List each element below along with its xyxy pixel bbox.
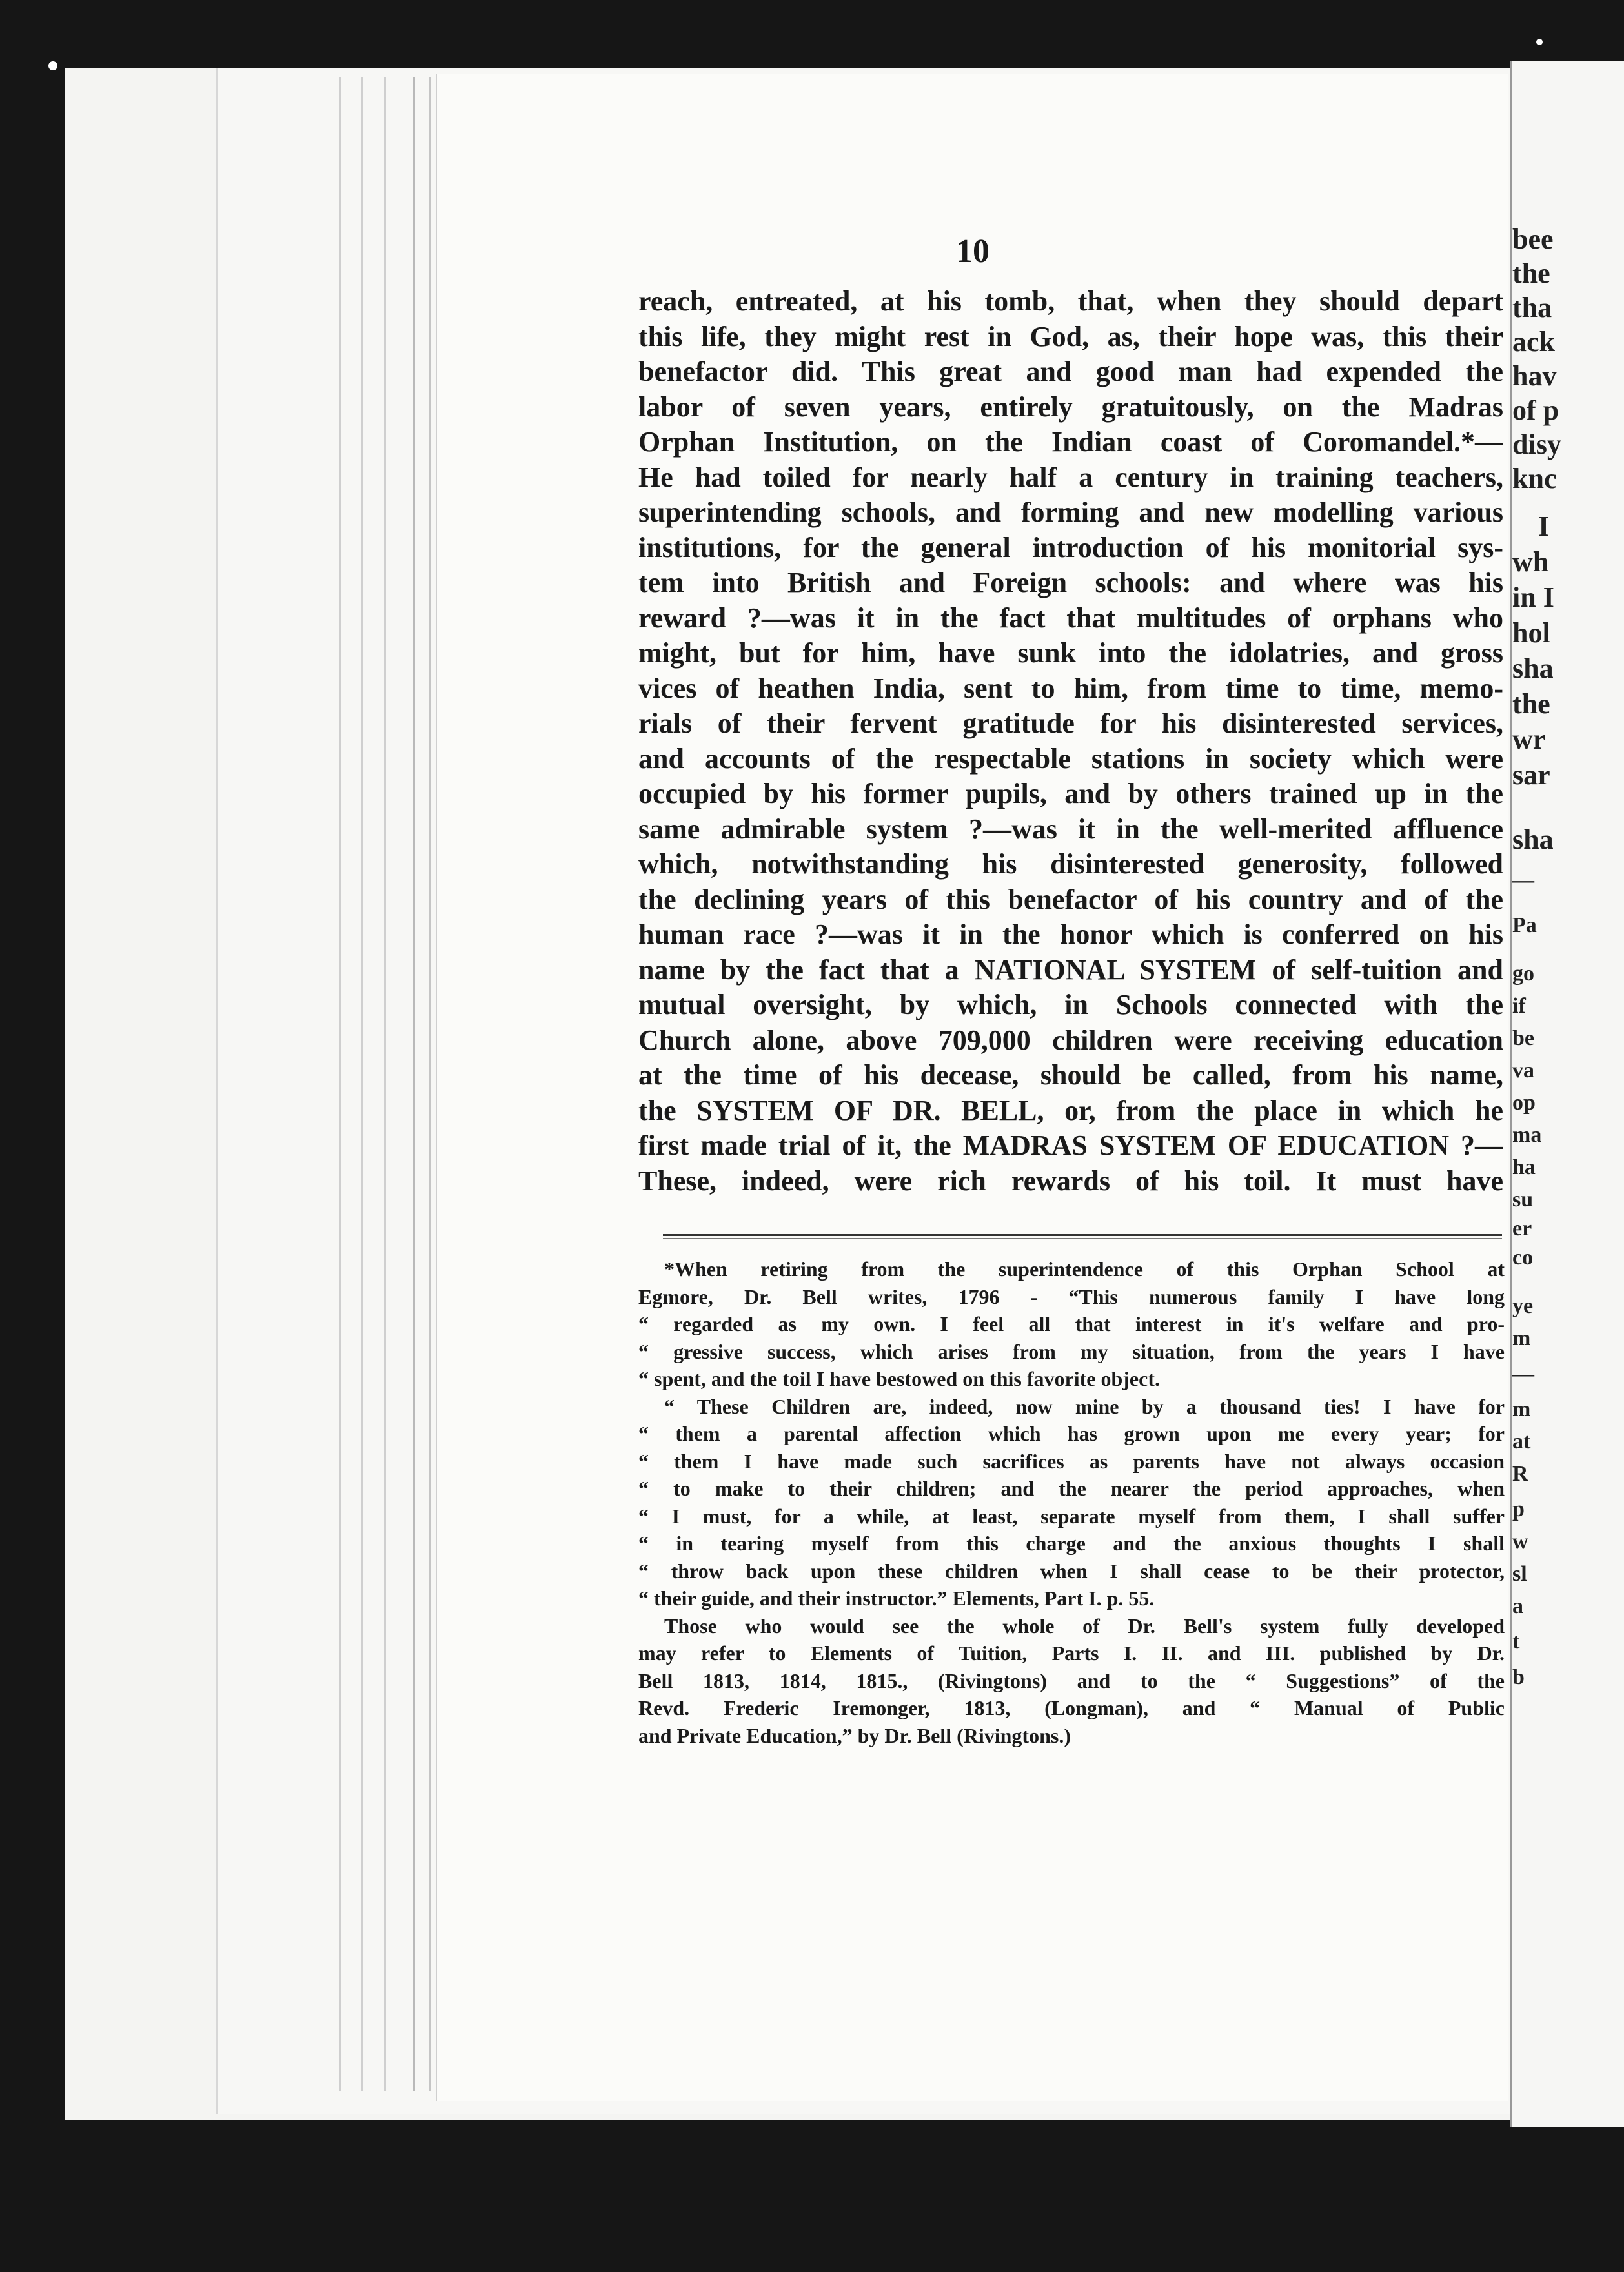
footnote-line: “ spent, and the toil I have bestowed on this favorite object. — [638, 1367, 1160, 1390]
footnote-line: “ gressive success, which arises from my situation, from the years I have — [638, 1339, 1505, 1363]
facing-text-fragment: of p — [1512, 394, 1559, 426]
footnote-line: “ their guide, and their instructor.” Elements, Part I. p. 55. — [638, 1587, 1155, 1610]
facing-text-fragment: knc — [1512, 463, 1557, 494]
facing-text-fragment: sar — [1512, 759, 1550, 791]
footnote — [638, 1255, 1505, 1749]
text-line: rials of their fervent gratitude for his disinterested services, — [638, 707, 1503, 739]
text-line: labor of seven years, entirely gratuitously, on the Madras — [638, 391, 1503, 423]
facing-text-fragment: sha — [1512, 824, 1554, 855]
facing-text-fragment: disy — [1512, 429, 1561, 460]
text-line: Orphan Institution, on the Indian coast of Coromandel.*— — [638, 426, 1503, 458]
text-line: Church alone, above 709,000 children were receiving education — [638, 1024, 1503, 1056]
facing-text-fragment: Pa — [1512, 913, 1537, 937]
facing-text-fragment: sha — [1512, 653, 1554, 684]
facing-text-fragment: hol — [1512, 617, 1550, 649]
text-line: mutual oversight, by which, in Schools connected with the — [638, 989, 1503, 1020]
facing-text-fragment: ha — [1512, 1155, 1536, 1179]
footnote-line: “ regarded as my own. I feel all that interest in it's welfare and pro- — [638, 1312, 1505, 1335]
text-line: same admirable system ?—was it in the well-merited affluence — [638, 813, 1503, 845]
dust-speck — [48, 61, 57, 70]
footnote-line: “ to make to their children; and the nearer the period approaches, when — [638, 1477, 1505, 1500]
facing-text-fragment: hav — [1512, 360, 1557, 392]
facing-text-fragment: m — [1512, 1397, 1531, 1421]
footnote-line: Bell 1813, 1814, 1815., (Rivingtons) and to the “ Suggestions” of the — [638, 1669, 1505, 1692]
text-line: occupied by his former pupils, and by others trained up in the — [638, 778, 1503, 809]
text-line: tem into British and Foreign schools: and where was his — [638, 567, 1503, 598]
book-page — [436, 74, 1508, 2101]
body-text — [638, 284, 1503, 1199]
text-line: at the time of his decease, should be called, from his name, — [638, 1059, 1503, 1091]
footnote-line: Egmore, Dr. Bell writes, 1796 - “This numerous family I have long — [638, 1284, 1505, 1308]
facing-text-fragment: b — [1512, 1665, 1525, 1689]
text-line: this life, they might rest in God, as, their hope was, this their — [638, 320, 1503, 352]
text-line: reach, entreated, at his tomb, that, when they should depart — [638, 285, 1503, 317]
footnote-line: may refer to Elements of Tuition, Parts I. II. and III. published by Dr. — [638, 1641, 1505, 1665]
footnote-line: Revd. Frederic Iremonger, 1813, (Longman), and “ Manual of Public — [638, 1696, 1505, 1719]
facing-text-fragment: t — [1512, 1630, 1520, 1654]
dust-speck — [1536, 39, 1543, 45]
facing-text-fragment: er — [1512, 1217, 1532, 1241]
text-line: institutions, for the general introduction of his monitorial sys- — [638, 531, 1503, 563]
facing-text-fragment: sl — [1512, 1562, 1527, 1586]
text-line: the SYSTEM OF DR. BELL, or, from the place in which he — [638, 1094, 1503, 1126]
footnote-line: *When retiring from the superintendence of this Orphan School at — [664, 1257, 1505, 1281]
facing-text-fragment: co — [1512, 1246, 1534, 1270]
footnote-rule — [663, 1234, 1502, 1236]
page-edge — [339, 77, 341, 2091]
page-edge — [413, 77, 415, 2091]
text-line: the declining years of this benefactor of his country and of the — [638, 883, 1503, 915]
facing-text-fragment: go — [1512, 962, 1534, 986]
text-line: which, notwithstanding his disinterested generosity, followed — [638, 848, 1503, 880]
facing-text-fragment: ma — [1512, 1123, 1542, 1147]
text-line: might, but for him, have sunk into the idolatries, and gross — [638, 637, 1503, 669]
facing-text-fragment: ye — [1512, 1294, 1534, 1318]
facing-text-fragment: in I — [1512, 582, 1554, 613]
facing-text-fragment: bee — [1512, 223, 1554, 255]
facing-text-fragment: the — [1512, 688, 1550, 720]
text-line: vices of heathen India, sent to him, from time to time, memo- — [638, 672, 1503, 704]
facing-text-fragment: va — [1512, 1059, 1534, 1082]
footnote-line: “ them a parental affection which has grown upon me every year; for — [638, 1422, 1505, 1445]
footnote-rule — [663, 1238, 1502, 1239]
footnote-line: “ them I have made such sacrifices as parents have not always occasion — [638, 1449, 1505, 1473]
facing-text-fragment: — — [1512, 868, 1534, 892]
facing-text-fragment: at — [1512, 1430, 1531, 1454]
facing-text-fragment: if — [1512, 994, 1526, 1018]
text-line: These, indeed, were rich rewards of his toil. It must have — [638, 1164, 1503, 1197]
facing-text-fragment: p — [1512, 1497, 1525, 1521]
facing-text-fragment: I — [1538, 511, 1550, 542]
text-line: human race ?—was it in the honor which is conferred on his — [638, 918, 1503, 950]
page-edge — [384, 77, 386, 2091]
text-line: and accounts of the respectable stations in society which were — [638, 742, 1503, 775]
text-line: reward ?—was it in the fact that multitudes of orphans who — [638, 602, 1503, 634]
text-line: He had toiled for nearly half a century in training teachers, — [638, 461, 1503, 493]
footnote-line: “ in tearing myself from this charge and the anxious thoughts I shall — [638, 1532, 1505, 1555]
facing-text-fragment: — — [1512, 1362, 1534, 1386]
facing-text-fragment: m — [1512, 1326, 1531, 1350]
text-line: benefactor did. This great and good man had expended the — [638, 356, 1503, 387]
page-edge — [361, 77, 363, 2091]
footnote-line: “ These Children are, indeed, now mine by a thousand ties! I have for — [664, 1394, 1505, 1418]
facing-text-fragment: wh — [1512, 546, 1549, 578]
facing-text-fragment: tha — [1512, 292, 1552, 323]
facing-text-fragment: su — [1512, 1188, 1534, 1212]
facing-text-fragment: wr — [1512, 724, 1546, 755]
facing-text-fragment: ack — [1512, 326, 1555, 358]
facing-page-strip — [1510, 61, 1624, 2127]
facing-text-fragment: w — [1512, 1530, 1528, 1554]
facing-text-fragment: be — [1512, 1026, 1534, 1050]
footnote-line: Those who would see the whole of Dr. Bell's system fully developed — [664, 1614, 1505, 1638]
facing-text-fragment: a — [1512, 1594, 1523, 1618]
text-line: first made trial of it, the MADRAS SYSTEM OF EDUCATION ?— — [638, 1130, 1503, 1161]
facing-text-fragment: op — [1512, 1091, 1536, 1115]
page-edge — [429, 77, 431, 2091]
page-number: 10 — [956, 233, 990, 270]
footnote-line: “ I must, for a while, at least, separate myself from them, I shall suffer — [638, 1504, 1505, 1528]
facing-text-fragment: R — [1512, 1462, 1528, 1486]
text-line: superintending schools, and forming and new modelling various — [638, 496, 1503, 528]
footnote-line: “ throw back upon these children when I shall cease to be their protector, — [638, 1559, 1505, 1583]
text-line: name by the fact that a NATIONAL SYSTEM of self-tuition and — [638, 953, 1503, 986]
facing-text-fragment: the — [1512, 258, 1550, 289]
footnote-line: and Private Education,” by Dr. Bell (Rivingtons.) — [638, 1723, 1071, 1747]
